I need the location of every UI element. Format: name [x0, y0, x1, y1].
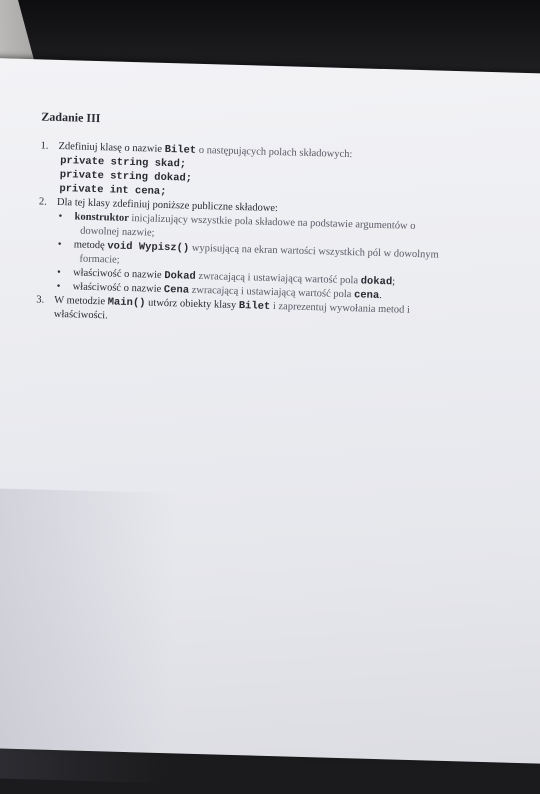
bullet-icon: •	[56, 280, 61, 293]
item-3-class-name: Bilet	[238, 300, 271, 313]
prop-dokad-text-a: właściwość o nazwie	[72, 267, 165, 281]
item-1-text-a: Zdefiniuj klasę o nazwie	[58, 140, 165, 155]
item-1-number: 1.	[40, 140, 49, 152]
item-3-number: 3.	[36, 294, 45, 306]
field-dokad: private string dokad;	[59, 168, 193, 185]
field-skad: private string skad;	[59, 155, 187, 171]
prop-cena-text-a: właściwość o nazwie	[72, 281, 165, 295]
prop-cena-name: Cena	[163, 283, 190, 297]
item-1-class-name: Bilet	[164, 143, 197, 157]
item-3-text-cont: właściwości.	[53, 308, 108, 322]
item-3-text-c: i zaprezentuj wywołania metod i	[270, 300, 411, 316]
method-text-b: wypisującą na ekran wartości wszystkich pól w dowolnym	[189, 242, 439, 261]
method-text-cont: formacie;	[79, 253, 120, 266]
prop-dokad-text-b: zwracającą i ustawiającą wartość pola	[195, 270, 361, 287]
assignment-content	[36, 109, 512, 334]
item-3-text-b: utwórz obiekty klasy	[145, 297, 239, 312]
paper-shadow	[0, 488, 178, 783]
item-2-number: 2.	[38, 196, 48, 208]
prop-dokad-name: Dokad	[164, 269, 196, 283]
field-cena: private int cena;	[59, 182, 167, 198]
constructor-keyword: konstruktor	[74, 211, 129, 224]
item-3-text-a: W metodzie	[54, 294, 108, 308]
item-1-text-b: o następujących polach składowych:	[196, 144, 353, 161]
constructor-text-cont: dowolnej nazwie;	[80, 225, 155, 239]
prop-cena-text-c: .	[379, 289, 383, 302]
prop-cena-field: cena	[353, 289, 380, 302]
prop-cena-text-b: zwracającą i ustawiającą wartość pola	[188, 284, 355, 301]
prop-dokad-text-c: ;	[392, 276, 396, 288]
item-3-main: Main()	[107, 296, 146, 310]
task-title: Zadanie III	[41, 109, 101, 126]
prop-dokad-field: dokad	[360, 275, 393, 289]
constructor-text: inicjalizujący wszystkie pola składowe na podstawie argumentów o	[128, 212, 416, 232]
bullet-icon: •	[56, 266, 61, 279]
bullet-icon: •	[58, 210, 63, 223]
paper-sheet	[0, 58, 540, 764]
bullet-icon: •	[57, 238, 62, 251]
method-signature: void Wypisz()	[107, 240, 190, 255]
method-text-a: metodę	[73, 239, 108, 252]
item-2-text: Dla tej klasy zdefiniuj poniższe publiczne składowe:	[56, 196, 279, 215]
